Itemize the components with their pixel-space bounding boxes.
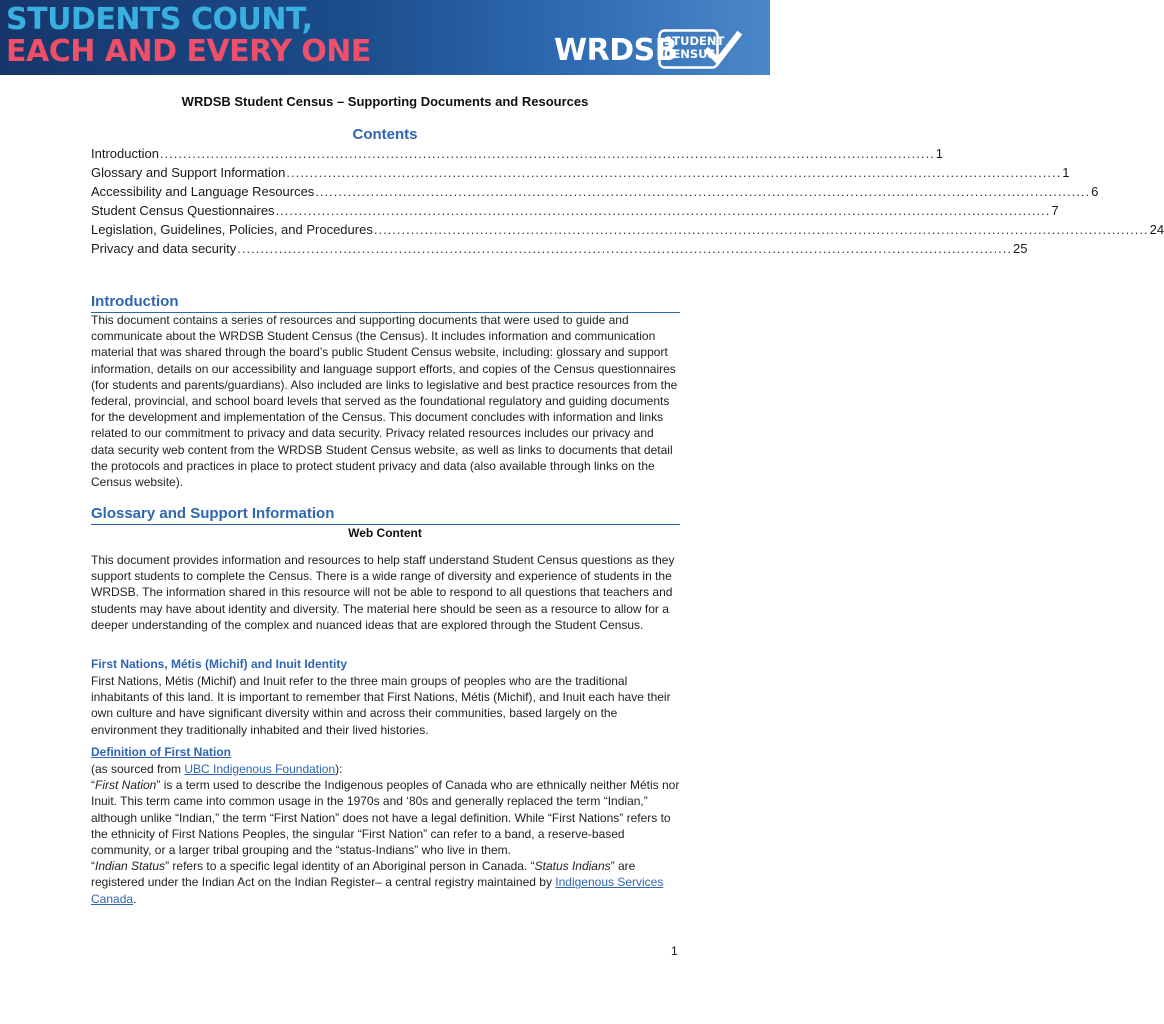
- status-indians-text: ” are registered under the Indian Act on the Indian Register– a central registry maintained by: [91, 859, 636, 890]
- indigenous-services-canada-link[interactable]: Indigenous Services Canada: [91, 875, 664, 906]
- indian-status-quote-open: “: [91, 859, 95, 874]
- source-prefix: (as sourced from: [91, 762, 185, 776]
- toc-entry-label: Introduction: [91, 146, 159, 161]
- toc-entry-questionnaires[interactable]: [91, 203, 1059, 222]
- toc-leader-dots: ........................................................................................................................................................................: [237, 241, 1013, 256]
- ubc-indigenous-foundation-link[interactable]: UBC Indigenous Foundation: [184, 762, 336, 776]
- slogan-line-1: STUDENTS COUNT,: [6, 2, 313, 37]
- glossary-intro-body: This document provides information and resources to help staff understand Student Census questions as they support students to complete the Census. There is a wide range of diversity and experience of students in the WRDSB. The information shared in this resource will not be able to respond to all questions that teachers and students may have about identity and diversity. The material here should be seen as a resource to allow for a deeper understanding of the complex and nuanced ideas that are explored through the Student Census.: [91, 553, 675, 632]
- toc-entry-accessibility[interactable]: [91, 184, 1099, 203]
- fnmi-body: First Nations, Métis (Michif) and Inuit refer to the three main groups of peoples who are the traditional inhabitants of this land. It is important to remember that First Nations, Métis (Michif), and Inuit each have their own culture and have significant diversity within and across their communities, based largely on the environment they traditionally inhabited and their lived histories.: [91, 674, 671, 737]
- slogan-line-2: EACH AND EVERY ONE: [6, 34, 371, 69]
- toc-leader-dots: ........................................................................................................................................................................: [286, 165, 1062, 180]
- toc-entry-introduction[interactable]: [91, 146, 943, 165]
- toc-entry-page: 25: [1013, 241, 1028, 256]
- logo-wordmark: WRDSB: [554, 33, 678, 68]
- introduction-body: This document contains a series of resources and supporting documents that were used to guide and communicate about the WRDSB Student Census (the Census). It includes information and communication material that was shared through the board’s public Student Census website, including: glossary and support information, details on our accessibility and language support efforts, and copies of the Census questionnaires (for students and parents/guardians). Also included are links to legislative and best practice resources from the federal, provincial, and school board levels that served as the foundational regulatory and guiding documents for the development and implementation of the Census. This document concludes with information and links related to our commitment to privacy and data security. Privacy related resources includes our privacy and data security web content from the WRDSB Student Census website, as well as links to documents that detail the protocols and practices in place to protect student privacy and data (also available through links on the Census website).: [91, 313, 678, 490]
- toc-leader-dots: ........................................................................................................................................................................: [373, 222, 1149, 237]
- toc-leader-dots: ........................................................................................................................................................................: [159, 146, 935, 161]
- first-nation-definition: ” is a term used to describe the Indigenous peoples of Canada who are ethnically neither Métis nor Inuit. This term came into common usage in the 1970s and ‘80s and generally replaced the term “Indian,” although unlike “Indian,” the term “First Nation” does not have a legal definition. While “First Nations” refers to the ethnicity of First Nations Peoples, the singular “First Nation” can refer to a band, a reserve-based community, or a larger tribal grouping and the “status-Indians” who live in them.: [91, 778, 680, 858]
- toc-entry-page: 1: [935, 146, 943, 161]
- toc-entry-page: 1: [1062, 165, 1070, 180]
- introduction-heading: Introduction: [91, 293, 680, 313]
- toc-leader-dots: ........................................................................................................................................................................: [275, 203, 1051, 218]
- status-end: .: [133, 891, 137, 906]
- toc-entry-label: Privacy and data security: [91, 241, 237, 256]
- toc-entry-label: Legislation, Guidelines, Policies, and Procedures: [91, 222, 373, 237]
- toc-entry-page: 7: [1051, 203, 1059, 218]
- toc-entry-label: Glossary and Support Information: [91, 165, 286, 180]
- toc-entry-page: 6: [1091, 184, 1099, 199]
- toc-entry-privacy[interactable]: [91, 241, 1028, 260]
- header-banner: [0, 0, 770, 75]
- contents-heading: Contents: [352, 126, 418, 143]
- toc-entry-legislation[interactable]: [91, 222, 1164, 241]
- definition-first-nation-body: [91, 761, 680, 907]
- indian-status-term: Indian Status: [95, 859, 166, 874]
- toc-entry-page: 24: [1149, 222, 1164, 237]
- document-title: WRDSB Student Census – Supporting Documents and Resources: [181, 94, 589, 109]
- first-nation-term: First Nation: [95, 778, 157, 793]
- toc-entry-label: Student Census Questionnaires: [91, 203, 275, 218]
- glossary-heading: Glossary and Support Information: [91, 505, 680, 525]
- toc-entry-label: Accessibility and Language Resources: [91, 184, 315, 199]
- status-indians-term: Status Indians: [534, 859, 611, 874]
- definition-first-nation-link[interactable]: Definition of First Nation: [91, 745, 231, 759]
- toc-leader-dots: ........................................................................................................................................................................: [315, 184, 1091, 199]
- toc-entry-glossary[interactable]: [91, 165, 1070, 184]
- logo-badge-line-2: CENSUS: [664, 47, 716, 61]
- slogan: [6, 4, 371, 68]
- web-content-label: Web Content: [348, 526, 422, 540]
- logo-badge-text: [664, 35, 724, 61]
- first-nation-quote-open: “: [91, 778, 95, 793]
- page-number: 1: [671, 944, 678, 958]
- indian-status-text: ” refers to a specific legal identity of an Aboriginal person in Canada. “: [165, 859, 535, 874]
- logo-badge-line-1: STUDENT: [664, 34, 725, 48]
- fnmi-heading: First Nations, Métis (Michif) and Inuit Identity: [91, 657, 348, 671]
- source-suffix: ):: [335, 762, 343, 776]
- table-of-contents: [91, 146, 1164, 260]
- logo-badge: [658, 29, 740, 69]
